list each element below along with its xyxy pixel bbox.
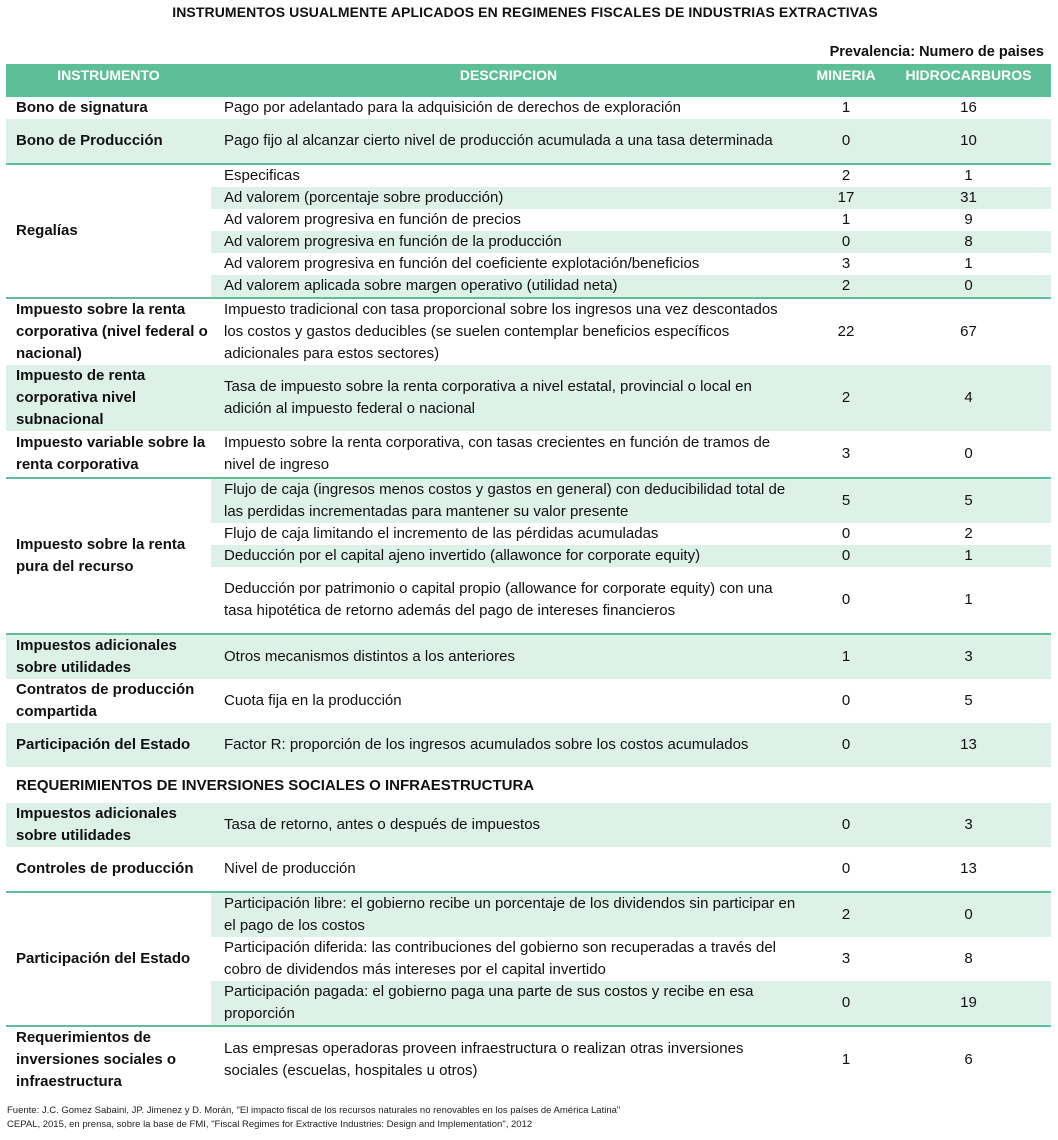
- description-cell: Participación pagada: el gobierno paga una parte de sus costos y recibe en esa proporción: [211, 981, 806, 1025]
- mining-count-cell: 2: [841, 167, 851, 184]
- mining-count-cell: 0: [806, 231, 886, 253]
- description-cell: Deducción por el capital ajeno invertido (allawonce for corporate equity): [211, 545, 806, 567]
- instrument-group: [6, 431, 1051, 479]
- hydrocarbons-count-cell: 10: [886, 119, 1051, 163]
- instrument-group: [6, 847, 1051, 893]
- description-cell: Participación diferida: las contribuciones del gobierno son recuperadas a través del cobro de dividendos más intereses por el capital invertido: [224, 939, 776, 978]
- hydrocarbons-count-cell: 16: [960, 99, 977, 116]
- instrument-group: [6, 723, 1051, 767]
- hydrocarbons-count-cell: 13: [960, 860, 977, 877]
- mining-count-cell: 3: [841, 255, 851, 272]
- hydrocarbons-count-cell: 1: [964, 255, 973, 272]
- footnote-line: CEPAL, 2015, en prensa, sobre la base de FMI, "Fiscal Regimes for Extractive Industries: Design and Implementation", 2012: [7, 1119, 533, 1130]
- description-cell: Tasa de retorno, antes o después de impuestos: [211, 803, 806, 847]
- hydrocarbons-count-cell: 13: [886, 723, 1051, 767]
- instrument-name: Impuestos adicionales sobre utilidades: [6, 803, 211, 847]
- description-cell: Otros mecanismos distintos a los anteriores: [211, 635, 806, 679]
- description-cell: Ad valorem aplicada sobre margen operativo (utilidad neta): [211, 275, 806, 297]
- instrument-group: [6, 119, 1051, 165]
- mining-count-cell: 1: [841, 99, 851, 116]
- instrument-group: [6, 635, 1051, 679]
- section-heading: REQUERIMIENTOS DE INVERSIONES SOCIALES O INFRAESTRUCTURA: [16, 776, 535, 794]
- mining-count-cell: 0: [841, 692, 851, 709]
- instrument-name: Controles de producción: [16, 860, 194, 877]
- hydrocarbons-count-cell: 0: [886, 893, 1051, 937]
- description-cell: Ad valorem progresiva en función del coeficiente explotación/beneficios: [224, 255, 700, 272]
- mining-count-cell: 2: [806, 275, 886, 297]
- instrument-name: Impuesto sobre la renta corporativa (nivel federal o nacional): [16, 301, 208, 362]
- hydrocarbons-count-cell: 9: [964, 211, 973, 228]
- hydrocarbons-count-cell: 0: [964, 445, 973, 462]
- mining-count-cell: 5: [806, 479, 886, 523]
- description-cell: Impuesto sobre la renta corporativa, con tasas crecientes en función de tramos de nivel de ingreso: [224, 434, 771, 473]
- mining-count-cell: 1: [806, 635, 886, 679]
- description-cell: Nivel de producción: [224, 860, 356, 877]
- instrument-name: Impuesto sobre la renta pura del recurso: [16, 536, 186, 575]
- header-mining: MINERIA: [816, 67, 876, 83]
- instrument-name: Impuesto variable sobre la renta corporativa: [16, 434, 206, 473]
- description-cell: Factor R: proporción de los ingresos acumulados sobre los costos acumulados: [211, 723, 806, 767]
- mining-count-cell: 2: [806, 893, 886, 937]
- description-cell: Especificas: [224, 167, 300, 184]
- description-cell: Ad valorem progresiva en función de la producción: [211, 231, 806, 253]
- mining-count-cell: 3: [841, 950, 851, 967]
- prevalence-label: Prevalencia: Numero de paises: [829, 44, 1044, 60]
- hydrocarbons-count-cell: 1: [886, 545, 1051, 567]
- hydrocarbons-count-cell: 1: [964, 167, 973, 184]
- hydrocarbons-count-cell: 31: [886, 187, 1051, 209]
- hydrocarbons-count-cell: 5: [886, 479, 1051, 523]
- hydrocarbons-count-cell: 3: [886, 803, 1051, 847]
- instrument-name: Impuestos adicionales sobre utilidades: [6, 635, 211, 679]
- source-footnote: [7, 1104, 620, 1132]
- hydrocarbons-count-cell: 4: [886, 365, 1051, 431]
- instrument-name: Contratos de producción compartida: [16, 681, 195, 720]
- description-cell: Participación libre: el gobierno recibe un porcentaje de los dividendos sin participar en el pago de los costos: [211, 893, 806, 937]
- instrument-group: [6, 365, 1051, 431]
- description-cell: Pago por adelantado para la adquisición de derechos de exploración: [224, 99, 681, 116]
- instrument-group: [6, 803, 1051, 847]
- hydrocarbons-count-cell: 19: [886, 981, 1051, 1025]
- header-instrument: INSTRUMENTO: [57, 67, 160, 83]
- description-cell: Flujo de caja limitando el incremento de las pérdidas acumuladas: [224, 525, 659, 542]
- instrument-group: [6, 679, 1051, 723]
- mining-count-cell: 2: [806, 365, 886, 431]
- table-body: [6, 97, 1051, 1093]
- hydrocarbons-count-cell: 8: [964, 950, 973, 967]
- mining-count-cell: 0: [806, 723, 886, 767]
- instrument-name: Participación del Estado: [16, 950, 191, 967]
- description-cell: Impuesto tradicional con tasa proporcional sobre los ingresos una vez descontados los costos y gastos deducibles (se suelen contemplar beneficios específicos adicionales para estos sectores): [224, 301, 778, 362]
- description-cell: Cuota fija en la producción: [224, 692, 402, 709]
- instrument-group: [6, 479, 1051, 635]
- footnote-line: Fuente: J.C. Gomez Sabaini, JP. Jimenez y D. Morán, "El impacto fiscal de los recursos naturales no renovables en los países de América Latina": [7, 1105, 621, 1116]
- description-cell: Deducción por patrimonio o capital propio (allowance for corporate equity) con una tasa hipotética de retorno además del pago de intereses financieros: [224, 580, 773, 619]
- mining-count-cell: 0: [806, 119, 886, 163]
- hydrocarbons-count-cell: 6: [964, 1051, 973, 1068]
- instrument-name: Bono de Producción: [6, 119, 211, 163]
- description-cell: Tasa de impuesto sobre la renta corporativa a nivel estatal, provincial o local en adición al impuesto federal o nacional: [211, 365, 806, 431]
- description-cell: Ad valorem (porcentaje sobre producción): [211, 187, 806, 209]
- instrument-name: Bono de signatura: [16, 99, 148, 116]
- mining-count-cell: 0: [841, 525, 851, 542]
- instrument-name: Regalías: [16, 222, 78, 239]
- description-cell: Pago fijo al alcanzar cierto nivel de producción acumulada a una tasa determinada: [211, 119, 806, 163]
- mining-count-cell: 1: [841, 211, 851, 228]
- mining-count-cell: 0: [806, 803, 886, 847]
- table-header: [6, 64, 1051, 97]
- instrument-group: [6, 893, 1051, 1027]
- instrument-name: Requerimientos de inversiones sociales o infraestructura: [16, 1029, 177, 1090]
- hydrocarbons-count-cell: 2: [964, 525, 973, 542]
- instrument-name: Participación del Estado: [6, 723, 211, 767]
- description-cell: Las empresas operadoras proveen infraestructura o realizan otras inversiones sociales (escuelas, hospitales u otros): [224, 1040, 744, 1079]
- hydrocarbons-count-cell: 0: [886, 275, 1051, 297]
- instrument-group: [6, 165, 1051, 299]
- instrument-group: [6, 1027, 1051, 1093]
- header-description: DESCRIPCION: [459, 67, 558, 83]
- mining-count-cell: 0: [806, 545, 886, 567]
- mining-count-cell: 17: [806, 187, 886, 209]
- mining-count-cell: 0: [841, 591, 851, 608]
- instrument-name: Impuesto de renta corporativa nivel subnacional: [6, 365, 211, 431]
- hydrocarbons-count-cell: 5: [964, 692, 973, 709]
- hydrocarbons-count-cell: 8: [886, 231, 1051, 253]
- page-title: INSTRUMENTOS USUALMENTE APLICADOS EN REGIMENES FISCALES DE INDUSTRIAS EXTRACTIVAS: [172, 4, 878, 20]
- description-cell: Flujo de caja (ingresos menos costos y gastos en general) con deducibilidad total de las perdidas incrementadas para mantener su valor presente: [211, 479, 806, 523]
- hydrocarbons-count-cell: 3: [886, 635, 1051, 679]
- description-cell: Ad valorem progresiva en función de precios: [224, 211, 521, 228]
- instrument-group: [6, 97, 1051, 119]
- mining-count-cell: 0: [841, 860, 851, 877]
- mining-count-cell: 3: [841, 445, 851, 462]
- mining-count-cell: 1: [841, 1051, 851, 1068]
- hydrocarbons-count-cell: 67: [960, 323, 977, 340]
- header-hydrocarbons: HIDROCARBUROS: [905, 67, 1032, 83]
- instrument-group: [6, 299, 1051, 365]
- hydrocarbons-count-cell: 1: [964, 591, 973, 608]
- mining-count-cell: 22: [837, 323, 855, 340]
- instruments-table: [6, 64, 1051, 1093]
- mining-count-cell: 0: [806, 981, 886, 1025]
